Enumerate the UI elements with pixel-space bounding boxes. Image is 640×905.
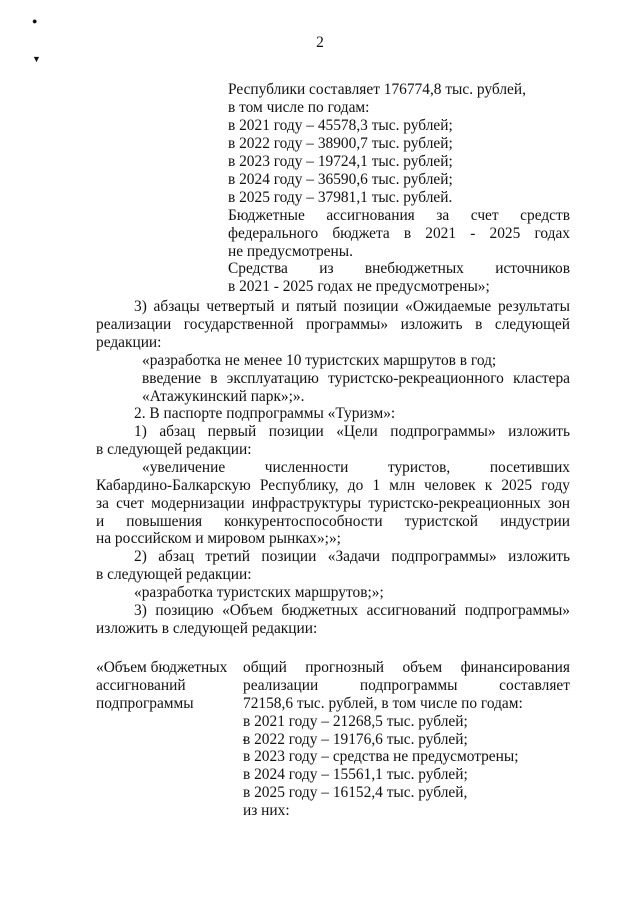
text-line: введение в эксплуатацию туристско-рекреационного кластера — [142, 370, 570, 387]
table-value-line: 72158,6 тыс. рублей, в том числе по годам: — [243, 695, 523, 712]
text-line: в следующей редакции: — [96, 441, 252, 458]
text-line: 1) абзац первый позиции «Цели подпрограммы» изложить — [134, 423, 570, 440]
scan-mark: ▼ — [32, 54, 41, 64]
table-value-line: реализации подпрограммы составляет — [243, 677, 570, 694]
table-value-line: в 2021 году – 21268,5 тыс. рублей; — [243, 713, 468, 730]
text-line: изложить в следующей редакции: — [96, 620, 318, 637]
text-line: «разработка туристских маршрутов;»; — [134, 584, 384, 601]
text-line: в 2022 году – 38900,7 тыс. рублей; — [228, 135, 453, 152]
scan-mark: ● — [32, 16, 38, 26]
table-value-line: в 2023 году – средства не предусмотрены; — [243, 748, 519, 765]
text-line: в 2021 - 2025 годах не предусмотрены»; — [228, 278, 490, 295]
text-line: «разработка не менее 10 туристских маршрутов в год; — [142, 352, 497, 369]
text-line: на российском и мировом рынках»;»; — [96, 530, 341, 547]
text-line: в 2023 году – 19724,1 тыс. рублей; — [228, 153, 453, 170]
page-number: 2 — [316, 34, 324, 51]
text-line: в 2024 году – 36590,6 тыс. рублей; — [228, 171, 453, 188]
text-line: Средства из внебюджетных источников — [228, 260, 570, 277]
table-label-line: «Объем бюджетных — [96, 659, 228, 676]
text-line: 2. В паспорте подпрограммы «Туризм»: — [134, 405, 396, 422]
text-line: 3) абзацы четвертый и пятый позиции «Ожидаемые результаты — [134, 298, 570, 315]
text-line: 2) абзац третий позиции «Задачи подпрограммы» изложить — [134, 548, 570, 565]
text-line: реализации государственной программы» изложить в следующей — [96, 316, 570, 333]
table-value-line: в 2024 году – 15561,1 тыс. рублей; — [243, 766, 468, 783]
text-line: Бюджетные ассигнования за счет средств — [228, 207, 570, 224]
text-line: «Атажукинский парк»;». — [142, 388, 305, 405]
text-line: редакции: — [96, 334, 162, 351]
text-line: в том числе по годам: — [228, 99, 370, 116]
text-line: за счет модернизации инфраструктуры туристско-рекреационных зон — [96, 495, 570, 512]
text-line: в 2021 году – 45578,3 тыс. рублей; — [228, 117, 453, 134]
text-line: Республики составляет 176774,8 тыс. рублей, — [228, 81, 526, 98]
table-value-line: общий прогнозный объем финансирования — [243, 659, 570, 676]
table-value-line: из них: — [243, 802, 290, 819]
table-label-line: подпрограммы — [96, 695, 194, 712]
text-line: «увеличение численности туристов, посетивших — [142, 459, 570, 476]
text-line: в следующей редакции: — [96, 566, 252, 583]
text-line: 3) позицию «Объем бюджетных ассигнований подпрограммы» — [134, 602, 570, 619]
table-label-line: ассигнований — [96, 677, 186, 694]
table-value-line: в 2022 году – 19176,6 тыс. рублей; — [243, 731, 468, 748]
text-line: в 2025 году – 37981,1 тыс. рублей. — [228, 189, 453, 206]
text-line: и повышения конкурентоспособности туристской индустрии — [96, 513, 570, 530]
text-line: федерального бюджета в 2021 - 2025 годах — [228, 225, 570, 242]
text-line: Кабардино-Балкарскую Республику, до 1 млн человек к 2025 году — [96, 477, 570, 494]
text-line: не предусмотрены. — [228, 243, 353, 260]
table-value-line: в 2025 году – 16152,4 тыс. рублей, — [243, 784, 468, 801]
